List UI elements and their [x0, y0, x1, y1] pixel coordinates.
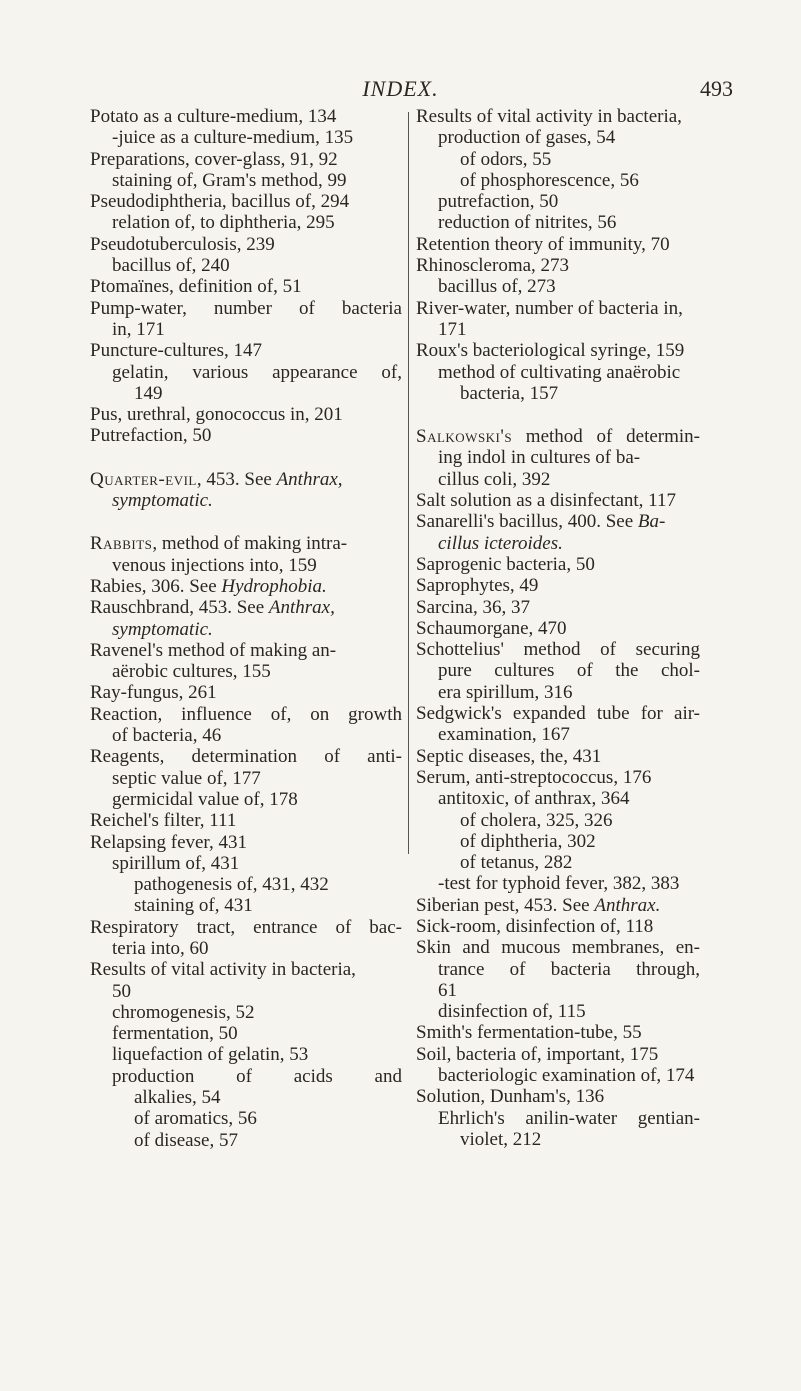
- index-entry: Pump-water, number of bacteria: [90, 297, 402, 319]
- index-entry: Sick-room, disinfection of, 118: [416, 915, 654, 937]
- index-continuation: 50: [112, 980, 131, 1002]
- cross-reference: cillus icteroides.: [438, 532, 563, 554]
- cross-reference: symptomatic.: [112, 618, 213, 640]
- entry-text: Rabies, 306. See: [90, 575, 222, 597]
- entry-headword: Salkowski's: [416, 426, 513, 448]
- index-entry: Serum, anti-streptococcus, 176: [416, 766, 652, 788]
- index-subentry: bacillus of, 240: [112, 255, 230, 277]
- section-gap: [90, 511, 402, 533]
- index-subentry: -test for typhoid fever, 382, 383: [438, 873, 680, 895]
- index-entry: Reichel's filter, 111: [90, 810, 237, 832]
- index-continuation: aërobic cultures, 155: [112, 661, 271, 683]
- index-entry: Ravenel's method of making an-: [90, 639, 337, 661]
- index-continuation: alkalies, 54: [134, 1087, 221, 1109]
- index-entry: Salt solution as a disinfectant, 117: [416, 490, 676, 512]
- cross-reference: Anthrax,: [276, 468, 343, 490]
- index-subentry: bacteriologic examination of, 174: [438, 1065, 695, 1087]
- index-subentry: staining of, Gram's method, 99: [112, 169, 347, 191]
- index-entry: [90, 576, 402, 597]
- index-entry-quarter-evil: [90, 469, 402, 490]
- index-continuation: cillus coli, 392: [438, 468, 551, 490]
- column-divider: [408, 112, 409, 854]
- index-subentry: gelatin, various appearance of,: [112, 361, 402, 383]
- index-entry: Preparations, cover-glass, 91, 92: [90, 148, 338, 170]
- index-continuation: bacteria, 157: [460, 382, 559, 404]
- cross-reference: symptomatic.: [112, 490, 213, 512]
- index-entry: Roux's bacteriological syringe, 159: [416, 340, 685, 362]
- index-entry: Saprophytes, 49: [416, 575, 539, 597]
- index-continuation: 149: [134, 382, 163, 404]
- index-entry: River-water, number of bacteria in,: [416, 297, 683, 319]
- index-entry: Schaumorgane, 470: [416, 617, 567, 639]
- index-subentry: method of cultivating anaërobic: [438, 361, 681, 383]
- index-entry: Pus, urethral, gonococcus in, 201: [90, 404, 343, 426]
- index-entry: Skin and mucous membranes, en-: [416, 937, 700, 959]
- index-continuation: trance of bacteria through,: [438, 958, 700, 980]
- index-entry: Pseudotuberculosis, 239: [90, 233, 275, 255]
- index-subentry: -juice as a culture-medium, 135: [112, 127, 354, 149]
- index-subentry: bacillus of, 273: [438, 276, 556, 298]
- index-entry-salkowski: [416, 426, 700, 447]
- index-subentry: staining of, 431: [134, 895, 253, 917]
- cross-reference: Ba-: [637, 511, 666, 533]
- entry-text: Rauschbrand, 453. See: [90, 597, 269, 619]
- index-subentry: putrefaction, 50: [438, 191, 559, 213]
- index-continuation: 61: [438, 979, 457, 1001]
- index-subentry: pathogenesis of, 431, 432: [134, 874, 329, 896]
- index-entry: [416, 511, 700, 532]
- section-gap: [90, 447, 402, 469]
- entry-text: method of determin-: [512, 426, 700, 448]
- index-entry: Respiratory tract, entrance of bac-: [90, 916, 402, 938]
- index-continuation: venous injections into, 159: [112, 554, 317, 576]
- index-subentry: of diphtheria, 302: [460, 830, 596, 852]
- index-entry: Results of vital activity in bacteria,: [90, 959, 356, 981]
- index-entry: Reagents, determination of anti-: [90, 746, 402, 768]
- index-entry: Sedgwick's expanded tube for air-: [416, 703, 700, 725]
- index-subentry: relation of, to diphtheria, 295: [112, 212, 335, 234]
- entry-text: Sanarelli's bacillus, 400. See: [416, 511, 638, 533]
- index-subentry: reduction of nitrites, 56: [438, 212, 617, 234]
- index-column-right: [416, 106, 700, 1150]
- index-subentry: of odors, 55: [460, 148, 552, 170]
- section-gap: [416, 404, 700, 426]
- cross-reference: Hydrophobia.: [221, 575, 327, 597]
- index-continuation: septic value of, 177: [112, 767, 261, 789]
- entry-text: , 453. See: [196, 468, 277, 490]
- index-subentry: production of gases, 54: [438, 127, 616, 149]
- index-entry: Results of vital activity in bacteria,: [416, 106, 682, 127]
- entry-text: , method of making intra-: [152, 533, 348, 555]
- index-continuation: examination, 167: [438, 724, 570, 746]
- page-number: 493: [700, 76, 733, 101]
- index-entry: Sarcina, 36, 37: [416, 596, 530, 618]
- entry-headword: Rabbits: [90, 533, 153, 555]
- index-entry: Soil, bacteria of, important, 175: [416, 1043, 659, 1065]
- index-entry-rabbits: [90, 533, 402, 554]
- index-entry: Saprogenic bacteria, 50: [416, 553, 595, 575]
- index-entry: Ray-fungus, 261: [90, 682, 217, 704]
- index-entry: Septic diseases, the, 431: [416, 745, 602, 767]
- entry-headword: Quarter-evil: [90, 468, 197, 490]
- index-entry: Schottelius' method of securing: [416, 639, 700, 661]
- index-continuation: violet, 212: [460, 1128, 542, 1150]
- index-continuation: 171: [438, 318, 467, 340]
- index-continuation: teria into, 60: [112, 937, 209, 959]
- index-column-left: [90, 106, 402, 1151]
- index-continuation: era spirillum, 316: [438, 681, 573, 703]
- index-subentry: of tetanus, 282: [460, 852, 573, 874]
- index-entry: Smith's fermentation-tube, 55: [416, 1022, 642, 1044]
- running-header-title: INDEX.: [362, 76, 439, 101]
- index-continuation: in, 171: [112, 318, 165, 340]
- index-subentry: antitoxic, of anthrax, 364: [438, 788, 630, 810]
- index-entry: Ptomaïnes, definition of, 51: [90, 276, 302, 298]
- index-subentry: production of acids and: [112, 1065, 402, 1087]
- index-continuation: pure cultures of the chol-: [438, 660, 700, 682]
- index-entry: Reaction, influence of, on growth: [90, 703, 402, 725]
- index-subentry: of aromatics, 56: [134, 1108, 257, 1130]
- index-entry: Putrefaction, 50: [90, 425, 212, 447]
- index-subentry: of phosphorescence, 56: [460, 169, 639, 191]
- index-entry: Puncture-cultures, 147: [90, 340, 263, 362]
- index-entry: Pseudodiphtheria, bacillus of, 294: [90, 191, 350, 213]
- index-continuation: of bacteria, 46: [112, 725, 222, 747]
- index-entry: Rhinoscleroma, 273: [416, 255, 570, 277]
- index-continuation: ing indol in cultures of ba-: [438, 447, 641, 469]
- index-subentry: disinfection of, 115: [438, 1001, 586, 1023]
- index-entry: [416, 895, 700, 916]
- index-entry: Retention theory of immunity, 70: [416, 233, 670, 255]
- index-entry: Potato as a culture-medium, 134: [90, 106, 337, 127]
- entry-text: Siberian pest, 453. See: [416, 894, 595, 916]
- index-entry: Solution, Dunham's, 136: [416, 1086, 605, 1108]
- index-entry: Relapsing fever, 431: [90, 831, 248, 853]
- index-subentry: of disease, 57: [134, 1129, 238, 1151]
- index-subentry: fermentation, 50: [112, 1023, 238, 1045]
- index-subentry: spirillum of, 431: [112, 852, 240, 874]
- index-subentry: germicidal value of, 178: [112, 788, 298, 810]
- index-subentry: liquefaction of gelatin, 53: [112, 1044, 309, 1066]
- cross-reference: Anthrax,: [268, 597, 335, 619]
- index-subentry: of cholera, 325, 326: [460, 809, 613, 831]
- cross-reference: Anthrax.: [594, 894, 661, 916]
- index-entry: [90, 597, 402, 618]
- index-subentry: chromogenesis, 52: [112, 1001, 255, 1023]
- index-subentry: Ehrlich's anilin-water gentian-: [438, 1107, 700, 1129]
